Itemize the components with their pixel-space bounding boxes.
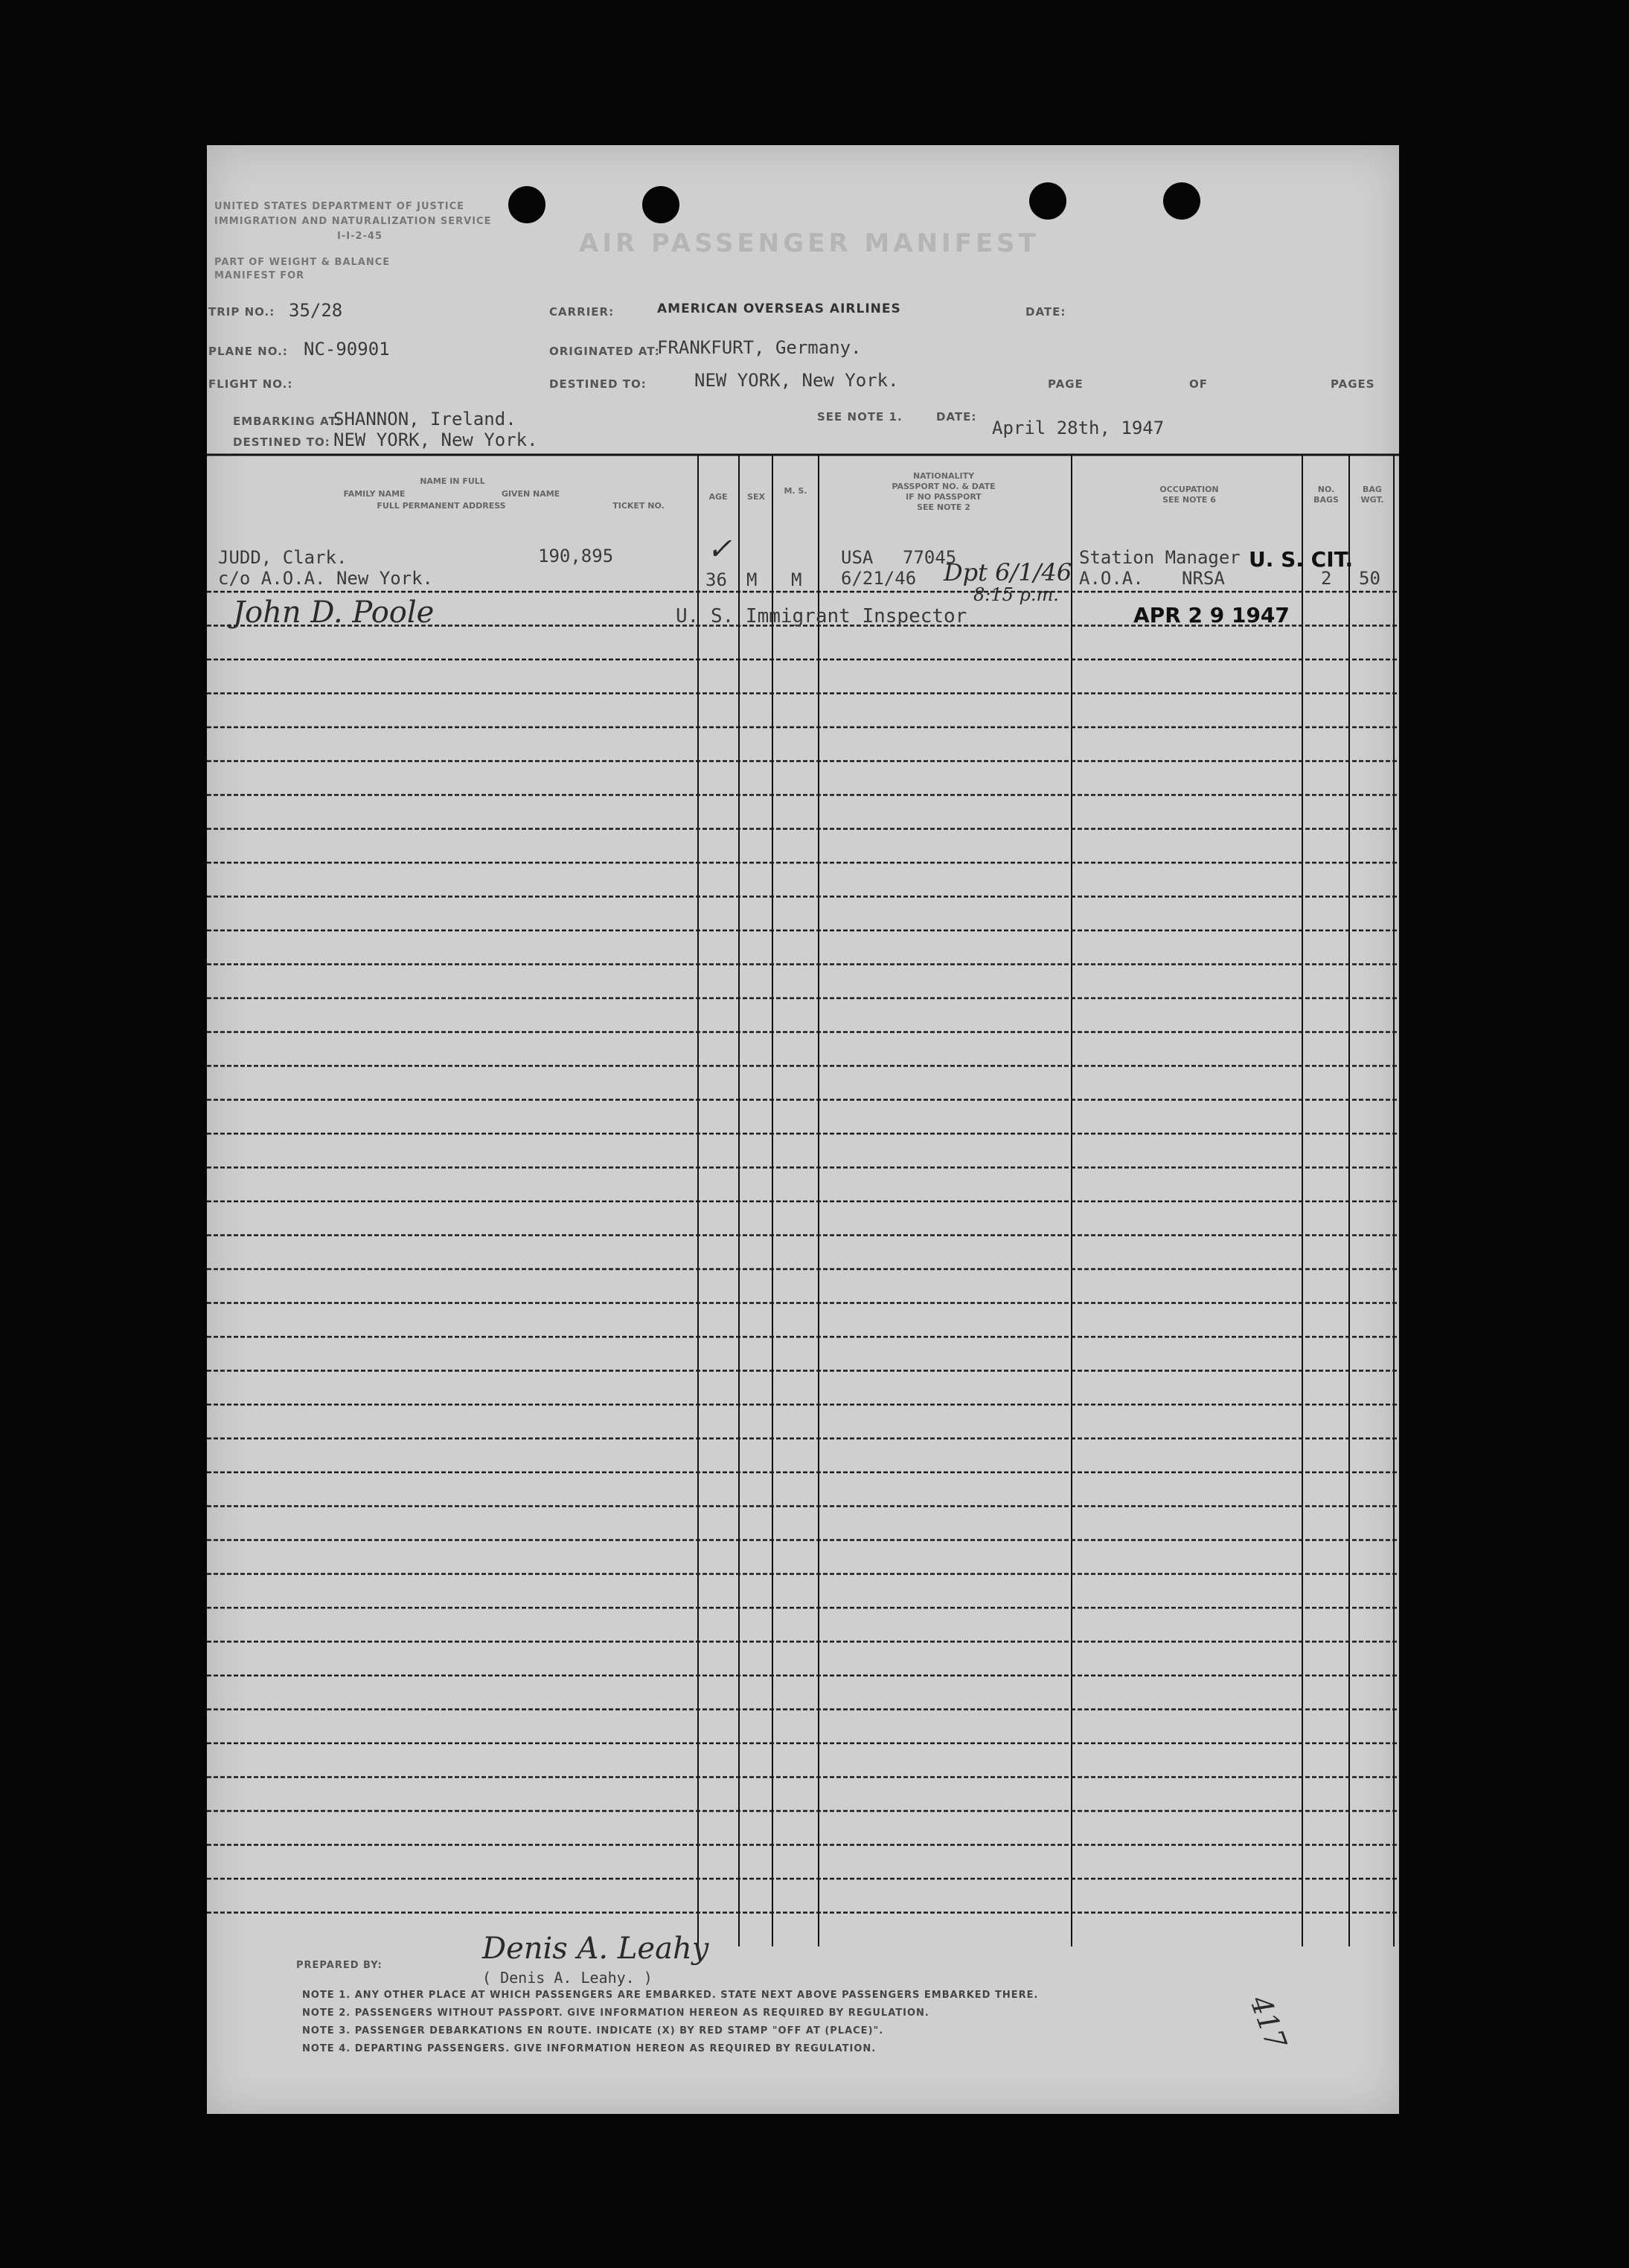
page-label: PAGE <box>1048 377 1084 391</box>
dest2-value: NEW YORK, New York. <box>333 429 538 450</box>
date-label: DATE: <box>1025 305 1066 319</box>
manifest-grid <box>207 145 1399 2114</box>
dest2-label: DESTINED TO: <box>233 435 330 449</box>
note-3: NOTE 3. PASSENGER DEBARKATIONS EN ROUTE. INDICATE (X) BY RED STAMP "OFF AT (PLACE)". <box>302 2025 884 2037</box>
dept-line-2: IMMIGRATION AND NATURALIZATION SERVICE <box>214 216 492 227</box>
preparer-signature: Denis A. Leahy <box>482 1932 709 1966</box>
passenger-name: JUDD, Clark. <box>218 547 348 568</box>
plane-label: PLANE NO.: <box>208 345 288 358</box>
note-2: NOTE 2. PASSENGERS WITHOUT PASSPORT. GIVE INFORMATION HEREON AS REQUIRED BY REGULATION. <box>302 2007 929 2019</box>
pages-label: PAGES <box>1331 377 1375 391</box>
ticket-number: 190,895 <box>538 546 614 566</box>
dept-line-1: UNITED STATES DEPARTMENT OF JUSTICE <box>214 201 465 212</box>
ms-header: M. S. <box>784 486 807 496</box>
passenger-address: c/o A.O.A. New York. <box>218 568 433 589</box>
check-mark-icon: ✓ <box>707 532 732 566</box>
occupation: Station Manager <box>1079 547 1241 568</box>
passport-number: 77045 <box>903 547 957 568</box>
weight-header: BAG WGT. <box>1360 485 1384 505</box>
passenger-sex: M <box>746 569 758 590</box>
passenger-age: 36 <box>705 569 727 590</box>
see-note-label: SEE NOTE 1. <box>817 410 903 424</box>
occupation-employer: A.O.A. <box>1079 568 1144 589</box>
embark-label: EMBARKING AT: <box>233 415 342 428</box>
prepared-by-label: PREPARED BY: <box>296 1960 383 1971</box>
nationality-header: NATIONALITY PASSPORT NO. & DATE IF NO PASSPORT SEE NOTE 2 <box>892 471 996 512</box>
passenger-ms: M <box>791 569 802 590</box>
of-label: OF <box>1189 377 1208 391</box>
passport-date: 6/21/46 <box>841 568 917 589</box>
carrier-label: CARRIER: <box>549 305 615 319</box>
trip-value: 35/28 <box>289 300 343 321</box>
name-header: NAME IN FULL <box>420 476 485 486</box>
carrier-value: AMERICAN OVERSEAS AIRLINES <box>657 301 901 316</box>
inspector-title: U. S. Immigrant Inspector <box>676 605 967 627</box>
embark-value: SHANNON, Ireland. <box>333 409 516 429</box>
part-of-label: PART OF WEIGHT & BALANCE <box>214 257 391 268</box>
dest-value: NEW YORK, New York. <box>694 370 899 391</box>
form-number: I-I-2-45 <box>337 231 383 242</box>
occupation-header: OCCUPATION SEE NOTE 6 <box>1159 485 1219 505</box>
inspection-date-stamp: APR 2 9 1947 <box>1133 603 1290 627</box>
bag-weight: 50 <box>1359 568 1380 589</box>
plane-value: NC-90901 <box>304 339 390 360</box>
inspector-signature: John D. Poole <box>233 595 435 630</box>
note-4: NOTE 4. DEPARTING PASSENGERS. GIVE INFORMATION HEREON AS REQUIRED BY REGULATION. <box>302 2043 877 2054</box>
family-header: FAMILY NAME <box>343 489 406 499</box>
note-1: NOTE 1. ANY OTHER PLACE AT WHICH PASSENGERS ARE EMBARKED. STATE NEXT ABOVE PASSENGERS EMBARKED THERE. <box>302 1990 1039 2001</box>
age-header: AGE <box>708 492 728 502</box>
date2-label: DATE: <box>936 410 977 424</box>
departure-time: 8:15 p.m. <box>973 584 1059 605</box>
form-title: AIR PASSENGER MANIFEST <box>579 229 1040 258</box>
bags-header: NO. BAGS <box>1313 485 1339 505</box>
flight-label: FLIGHT NO.: <box>208 377 293 391</box>
date2-value: April 28th, 1947 <box>992 418 1165 438</box>
address-header: FULL PERMANENT ADDRESS <box>377 501 506 511</box>
trip-label: TRIP NO.: <box>208 305 275 319</box>
manifest-paper <box>207 145 1399 2114</box>
nrsa-code: NRSA <box>1182 568 1225 589</box>
preparer-typed-name: ( Denis A. Leahy. ) <box>482 1969 653 1987</box>
origin-value: FRANKFURT, Germany. <box>657 337 862 358</box>
sex-header: SEX <box>747 492 765 502</box>
ticket-header: TICKET NO. <box>612 501 665 511</box>
dest-label: DESTINED TO: <box>549 377 647 391</box>
given-header: GIVEN NAME <box>501 489 560 499</box>
citizen-stamp: U. S. CIT. <box>1249 547 1354 572</box>
bag-count: 2 <box>1321 568 1332 589</box>
page-number: 417 <box>1244 1991 1293 2054</box>
departure-note: Dpt 6/1/46 <box>944 558 1072 587</box>
manifest-for-label: MANIFEST FOR <box>214 270 305 281</box>
origin-label: ORIGINATED AT: <box>549 345 660 358</box>
passenger-nationality: USA <box>841 547 874 568</box>
